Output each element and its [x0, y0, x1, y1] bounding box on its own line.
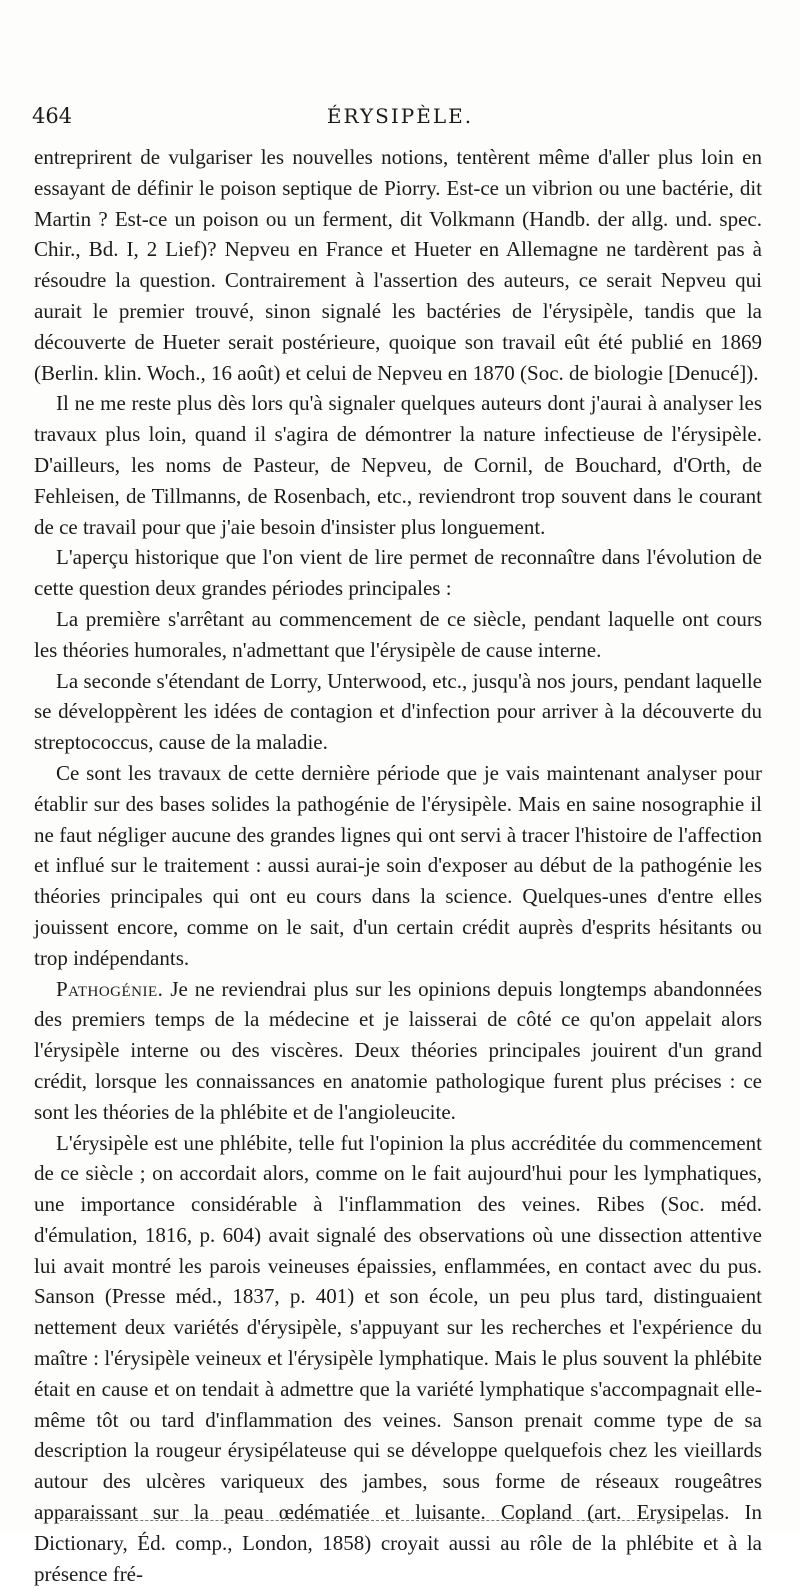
paragraph: Ce sont les travaux de cette dernière période que je vais maintenant analyser pour établir sur des bases solides la pathogénie de l'érysipèle. Mais en saine nosographie il ne faut négliger aucune des grandes lignes qui ont servi à tracer l'histoire de l'affection et influé sur le traitement : aussi aurai-je soin d'exposer au début de la pathogénie les théories principales qui ont eu cours dans la science. Quelques-unes d'entre elles jouissent encore, comme on le sait, d'un certain crédit auprès d'esprits hésitants ou trop indépendants.: [34, 758, 762, 974]
paragraph: L'aperçu historique que l'on vient de lire permet de reconnaître dans l'évolution de cette question deux grandes périodes principales :: [34, 542, 762, 604]
paragraph: Il ne me reste plus dès lors qu'à signaler quelques auteurs dont j'aurai à analyser les travaux plus loin, quand il s'agira de démontrer la nature infectieuse de l'érysipèle. D'ailleurs, les noms de Pasteur, de Nepveu, de Cornil, de Bouchard, d'Orth, de Fehleisen, de Tillmanns, de Rosenbach, etc., reviendront trop souvent dans le courant de ce travail pour que j'aie besoin d'insister plus longuement.: [34, 388, 762, 542]
running-title: ÉRYSIPÈLE.: [32, 104, 768, 128]
paragraph: entreprirent de vulgariser les nouvelles notions, tentèrent même d'aller plus loin en essayant de définir le poison septique de Piorry. Est-ce un vibrion ou une bactérie, dit Martin ? Est-ce un poison ou un ferment, dit Volkmann (Handb. der allg. und. spec. Chir., Bd. I, 2 Lief)? Nepveu en France et Hueter en Allemagne ne tardèrent pas à résoudre la question. Contrairement à l'assertion des auteurs, ce serait Nepveu qui aurait le premier trouvé, sinon signalé les bactéries de l'érysipèle, tandis que la découverte de Hueter serait postérieure, quoique son travail eût été publié en 1869 (Berlin. klin. Woch., 16 août) et celui de Nepveu en 1870 (Soc. de biologie [Denucé]).: [34, 142, 762, 388]
paragraph: La première s'arrêtant au commencement de ce siècle, pendant laquelle ont cours les théories humorales, n'admettant que l'érysipèle de cause interne.: [34, 604, 762, 666]
paragraph: La seconde s'étendant de Lorry, Unterwood, etc., jusqu'à nos jours, pendant laquelle se développèrent les idées de contagion et d'infection pour arriver à la découverte du streptococcus, cause de la maladie.: [34, 666, 762, 758]
page-header: [32, 104, 768, 138]
footer-rule: [60, 1520, 720, 1521]
paragraph-text: Je ne reviendrai plus sur les opinions depuis longtemps abandonnées des premiers temps de la médecine et je laisserai de côté ce qu'on appelait alors l'érysipèle interne ou des viscères. Deux théories principales jouirent d'un grand crédit, lorsque les connaissances en anatomie pathologique furent plus précises : ce sont les théories de la phlébite et de l'angioleucite.: [34, 977, 762, 1124]
body-text: [34, 142, 762, 1589]
paragraph: L'érysipèle est une phlébite, telle fut l'opinion la plus accréditée du commencement de ce siècle ; on accordait alors, comme on le fait aujourd'hui pour les lymphatiques, une importance considérable à l'inflammation des veines. Ribes (Soc. méd. d'émulation, 1816, p. 604) avait signalé des observations où une dissection attentive lui avait montré les parois veineuses épaissies, enflammées, en contact avec du pus. Sanson (Presse méd., 1837, p. 401) et son école, un peu plus tard, distinguaient nettement deux variétés d'érysipèle, s'appuyant sur les recherches et l'expérience du maître : l'érysipèle veineux et l'érysipèle lymphatique. Mais le plus souvent la phlébite était en cause et on tendait à admettre que la variété lymphatique s'accompagnait elle-même tôt ou tard d'inflammation des veines. Sanson prenait comme type de sa description la rougeur érysipélateuse qui se développe quelquefois chez les vieillards autour des ulcères variqueux des jambes, sous forme de réseaux rougeâtres apparaissant sur la peau œdématiée et luisante. Copland (art. Erysipelas. In Dictionary, Éd. comp., London, 1858) croyait aussi au rôle de la phlébite et à la présence fré-: [34, 1128, 762, 1589]
page-number: 464: [32, 104, 72, 128]
section-label: Pathogénie.: [56, 977, 163, 1001]
paragraph-pathogenie: [34, 974, 762, 1128]
